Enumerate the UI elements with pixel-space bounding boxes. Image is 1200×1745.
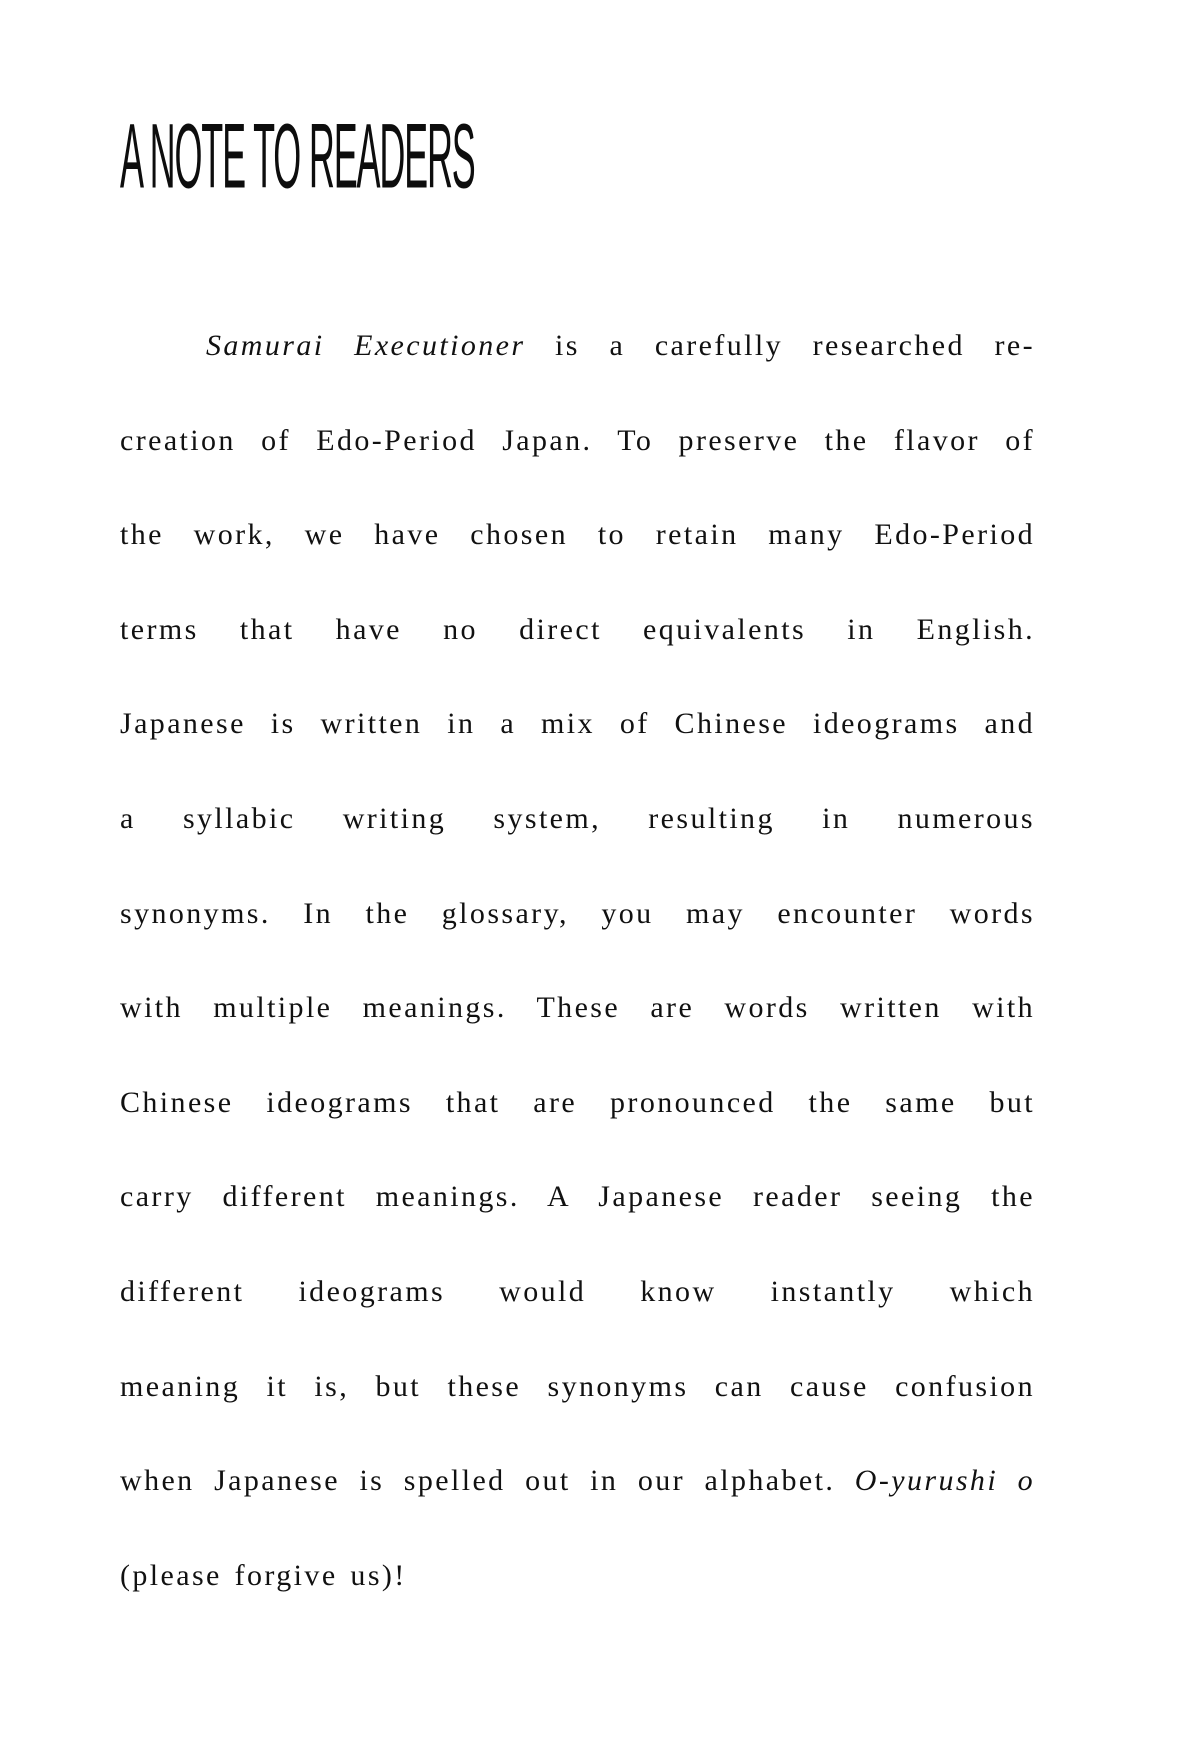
- note-paragraph: [120, 316, 1035, 1640]
- text-line-3: the work, we have chosen to retain many Edo-Period: [120, 518, 1035, 552]
- text-line-12: meaning it is, but these synonyms can cause confusion: [120, 1369, 1035, 1403]
- text-line-2: creation of Edo-Period Japan. To preserve the flavor of: [120, 423, 1035, 457]
- text-line-1-rest: is a carefully researched re-: [525, 329, 1035, 362]
- text-line-6: a syllabic writing system, resulting in numerous: [120, 801, 1035, 835]
- text-line-5: Japanese is written in a mix of Chinese ideograms and: [120, 707, 1035, 741]
- japanese-phrase-italic: O-yurushi o: [854, 1464, 1035, 1498]
- text-line-1: [120, 316, 1035, 411]
- text-line-7: synonyms. In the glossary, you may encounter words: [120, 896, 1035, 930]
- page-title: A NOTE TO READERS: [120, 106, 475, 209]
- text-line-9: Chinese ideograms that are pronounced the same but: [120, 1085, 1035, 1119]
- text-line-14: (please forgive us)!: [120, 1558, 407, 1592]
- text-line-8: with multiple meanings. These are words written with: [120, 991, 1035, 1025]
- text-line-4: terms that have no direct equivalents in English.: [120, 612, 1035, 646]
- text-line-11: different ideograms would know instantly which: [120, 1274, 1035, 1308]
- text-line-13-text: when Japanese is spelled out in our alphabet.: [120, 1464, 855, 1498]
- book-title-italic: Samurai Executioner: [206, 329, 526, 362]
- text-line-13: [120, 1451, 1035, 1546]
- text-line-10: carry different meanings. A Japanese reader seeing the: [120, 1180, 1035, 1214]
